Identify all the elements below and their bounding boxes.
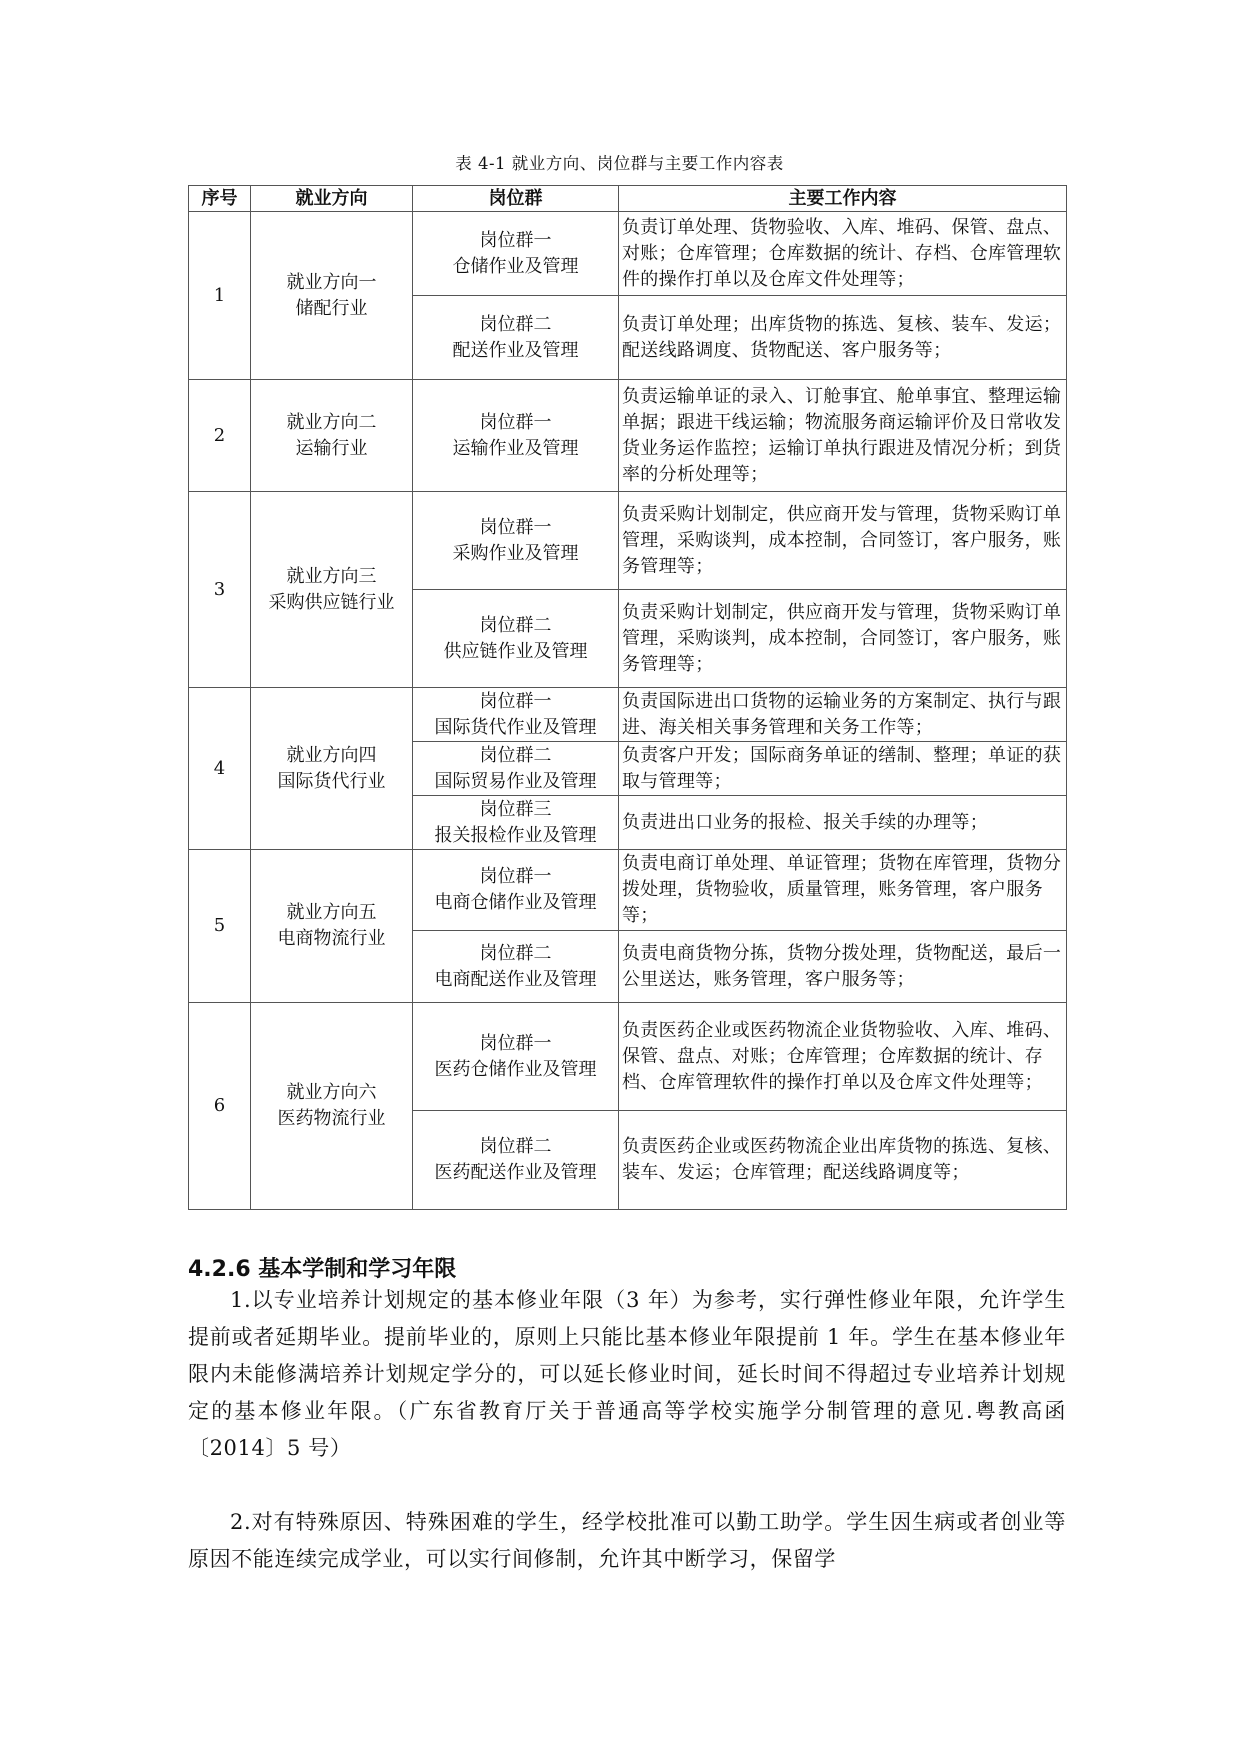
section-heading: 4.2.6 基本学制和学习年限 (188, 1257, 457, 1282)
work-content: 负责医药企业或医药物流企业出库货物的拣选、复核、装车、发运；仓库管理；配送线路调度等； (619, 1111, 1067, 1210)
work-content: 负责电商货物分拣，货物分拨处理，货物配送，最后一公里送达，账务管理，客户服务等； (619, 931, 1067, 1003)
post-group: 岗位群二 国际贸易作业及管理 (413, 742, 619, 796)
employment-direction: 就业方向四 国际货代行业 (251, 688, 413, 850)
employment-direction: 就业方向二 运输行业 (251, 380, 413, 492)
work-content: 负责电商订单处理、单证管理；货物在库管理，货物分拨处理，货物验收，质量管理，账务管理，客户服务等； (619, 850, 1067, 931)
table-caption: 表 4-1 就业方向、岗位群与主要工作内容表 (455, 154, 784, 173)
post-group: 岗位群一 医药仓储作业及管理 (413, 1003, 619, 1111)
row-number: 4 (189, 688, 251, 850)
row-number: 6 (189, 1003, 251, 1210)
row-number: 2 (189, 380, 251, 492)
header-post-group: 岗位群 (413, 186, 619, 212)
post-group: 岗位群一 仓储作业及管理 (413, 212, 619, 296)
work-content: 负责订单处理；出库货物的拣选、复核、装车、发运；配送线路调度、货物配送、客户服务等； (619, 296, 1067, 380)
table-header-row (189, 186, 1067, 212)
work-content: 负责国际进出口货物的运输业务的方案制定、执行与跟进、海关相关事务管理和关务工作等； (619, 688, 1067, 742)
header-direction: 就业方向 (251, 186, 413, 212)
work-content: 负责采购计划制定，供应商开发与管理，货物采购订单管理，采购谈判，成本控制，合同签订，客户服务，账务管理等； (619, 590, 1067, 688)
work-content: 负责运输单证的录入、订舱事宜、舱单事宜、整理运输单据；跟进干线运输；物流服务商运输评价及日常收发货业务运作监控；运输订单执行跟进及情况分析；到货率的分析处理等； (619, 380, 1067, 492)
table-row (189, 212, 1067, 296)
table-row (189, 1003, 1067, 1111)
post-group: 岗位群二 供应链作业及管理 (413, 590, 619, 688)
post-group: 岗位群二 医药配送作业及管理 (413, 1111, 619, 1210)
row-number: 1 (189, 212, 251, 380)
paragraph: 1.以专业培养计划规定的基本修业年限（3 年）为参考，实行弹性修业年限，允许学生提前或者延期毕业。提前毕业的，原则上只能比基本修业年限提前 1 年。学生在基本修业年限内未能修满培养计划规定学分的，可以延长修业时间，延长时间不得超过专业培养计划规定的基本修业年限。（广东省教育厅关于普通高等学校实施学分制管理的意见.粤教高函〔2014〕5 号） (188, 1288, 1066, 1460)
employment-direction: 就业方向三 采购供应链行业 (251, 492, 413, 688)
employment-table (188, 185, 1067, 1210)
row-number: 3 (189, 492, 251, 688)
employment-direction: 就业方向五 电商物流行业 (251, 850, 413, 1003)
post-group: 岗位群一 运输作业及管理 (413, 380, 619, 492)
post-group: 岗位群二 电商配送作业及管理 (413, 931, 619, 1003)
work-content: 负责客户开发；国际商务单证的缮制、整理；单证的获取与管理等； (619, 742, 1067, 796)
header-number: 序号 (189, 186, 251, 212)
employment-direction: 就业方向一 储配行业 (251, 212, 413, 380)
post-group: 岗位群三 报关报检作业及管理 (413, 796, 619, 850)
row-number: 5 (189, 850, 251, 1003)
header-work-content: 主要工作内容 (619, 186, 1067, 212)
post-group: 岗位群一 国际货代作业及管理 (413, 688, 619, 742)
post-group: 岗位群二 配送作业及管理 (413, 296, 619, 380)
work-content: 负责医药企业或医药物流企业货物验收、入库、堆码、保管、盘点、对账；仓库管理；仓库数据的统计、存档、仓库管理软件的操作打单以及仓库文件处理等； (619, 1003, 1067, 1111)
employment-direction: 就业方向六 医药物流行业 (251, 1003, 413, 1210)
table-row (189, 850, 1067, 931)
table-row (189, 688, 1067, 742)
table-row (189, 492, 1067, 590)
work-content: 负责订单处理、货物验收、入库、堆码、保管、盘点、对账；仓库管理；仓库数据的统计、存档、仓库管理软件的操作打单以及仓库文件处理等； (619, 212, 1067, 296)
table-row (189, 380, 1067, 492)
work-content: 负责采购计划制定，供应商开发与管理，货物采购订单管理，采购谈判，成本控制，合同签订，客户服务，账务管理等； (619, 492, 1067, 590)
post-group: 岗位群一 采购作业及管理 (413, 492, 619, 590)
paragraph: 2.对有特殊原因、特殊困难的学生，经学校批准可以勤工助学。学生因生病或者创业等原因不能连续完成学业，可以实行间修制，允许其中断学习，保留学 (188, 1510, 1066, 1571)
work-content: 负责进出口业务的报检、报关手续的办理等； (619, 796, 1067, 850)
post-group: 岗位群一 电商仓储作业及管理 (413, 850, 619, 931)
